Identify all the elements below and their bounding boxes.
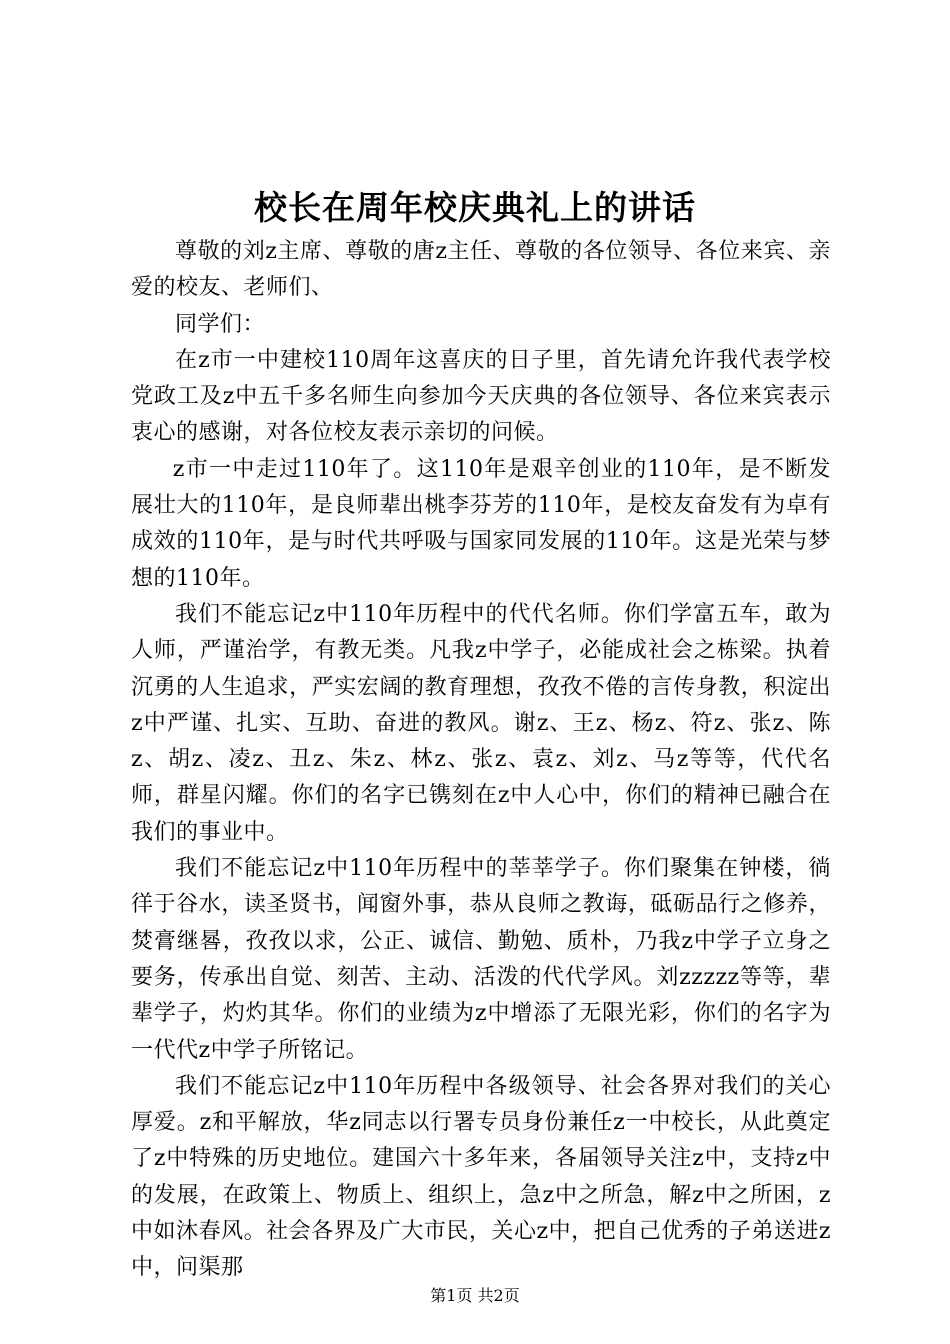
paragraph-leaders: 我们不能忘记z中110年历程中各级领导、社会各界对我们的关心厚爱。z和平解放，华z同志以行署专员身份兼任z一中校长，从此奠定了z中特殊的历史地位。建国六十多年来，各届领导关注z中，支持z中的发展，在政策上、物质上、组织上，急z中之所急，解z中之所困，z中如沐春风。社会各界及广大市民，关心z中，把自己优秀的子弟送进z中，问渠那 [131, 1073, 831, 1281]
paragraph-students: 我们不能忘记z中110年历程中的莘莘学子。你们聚集在钟楼，徜徉于谷水，读圣贤书，闻窗外事，恭从良师之教诲，砥砺品行之修养，焚膏继晷，孜孜以求，公正、诚信、勤勉、质朴，乃我z中学子立身之要务，传承出自觉、刻苦、主动、活泼的代代学风。刘zzzzz等等，辈辈学子，灼灼其华。你们的业绩为z中增添了无限光彩，你们的名字为一代代z中学子所铭记。 [131, 856, 831, 1063]
paragraph-history: z市一中走过110年了。这110年是艰辛创业的110年，是不断发展壮大的110年，是良师辈出桃李芬芳的110年，是校友奋发有为卓有成效的110年，是与时代共呼吸与国家同发展的110年。这是光荣与梦想的110年。 [131, 456, 831, 591]
document-title: 校长在周年校庆典礼上的讲话 [254, 188, 696, 227]
paragraph-teachers: 我们不能忘记z中110年历程中的代代名师。你们学富五车，敢为人师，严谨治学，有教无类。凡我z中学子，必能成社会之栋梁。执着沉勇的人生追求，严实宏阔的教育理想，孜孜不倦的言传身教，积淀出z中严谨、扎实、互助、奋进的教风。谢z、王z、杨z、符z、张z、陈z、胡z、凌z、丑z、朱z、林z、张z、袁z、刘z、马z等等，代代名师，群星闪耀。你们的名字已镌刻在z中人心中，你们的精神已融合在我们的事业中。 [131, 601, 831, 845]
document-body [131, 234, 831, 1287]
paragraph-salutation: 尊敬的刘z主席、尊敬的唐z主任、尊敬的各位领导、各位来宾、亲爱的校友、老师们、 [131, 239, 831, 301]
page-number: 第1页 共2页 [430, 1286, 520, 1305]
paragraph-salutation-cont: 同学们： [175, 311, 266, 337]
paragraph-greeting: 在z市一中建校110周年这喜庆的日子里，首先请允许我代表学校党政工及z中五千多名师生向参加今天庆典的各位领导、各位来宾表示衷心的感谢，对各位校友表示亲切的问候。 [131, 347, 831, 446]
